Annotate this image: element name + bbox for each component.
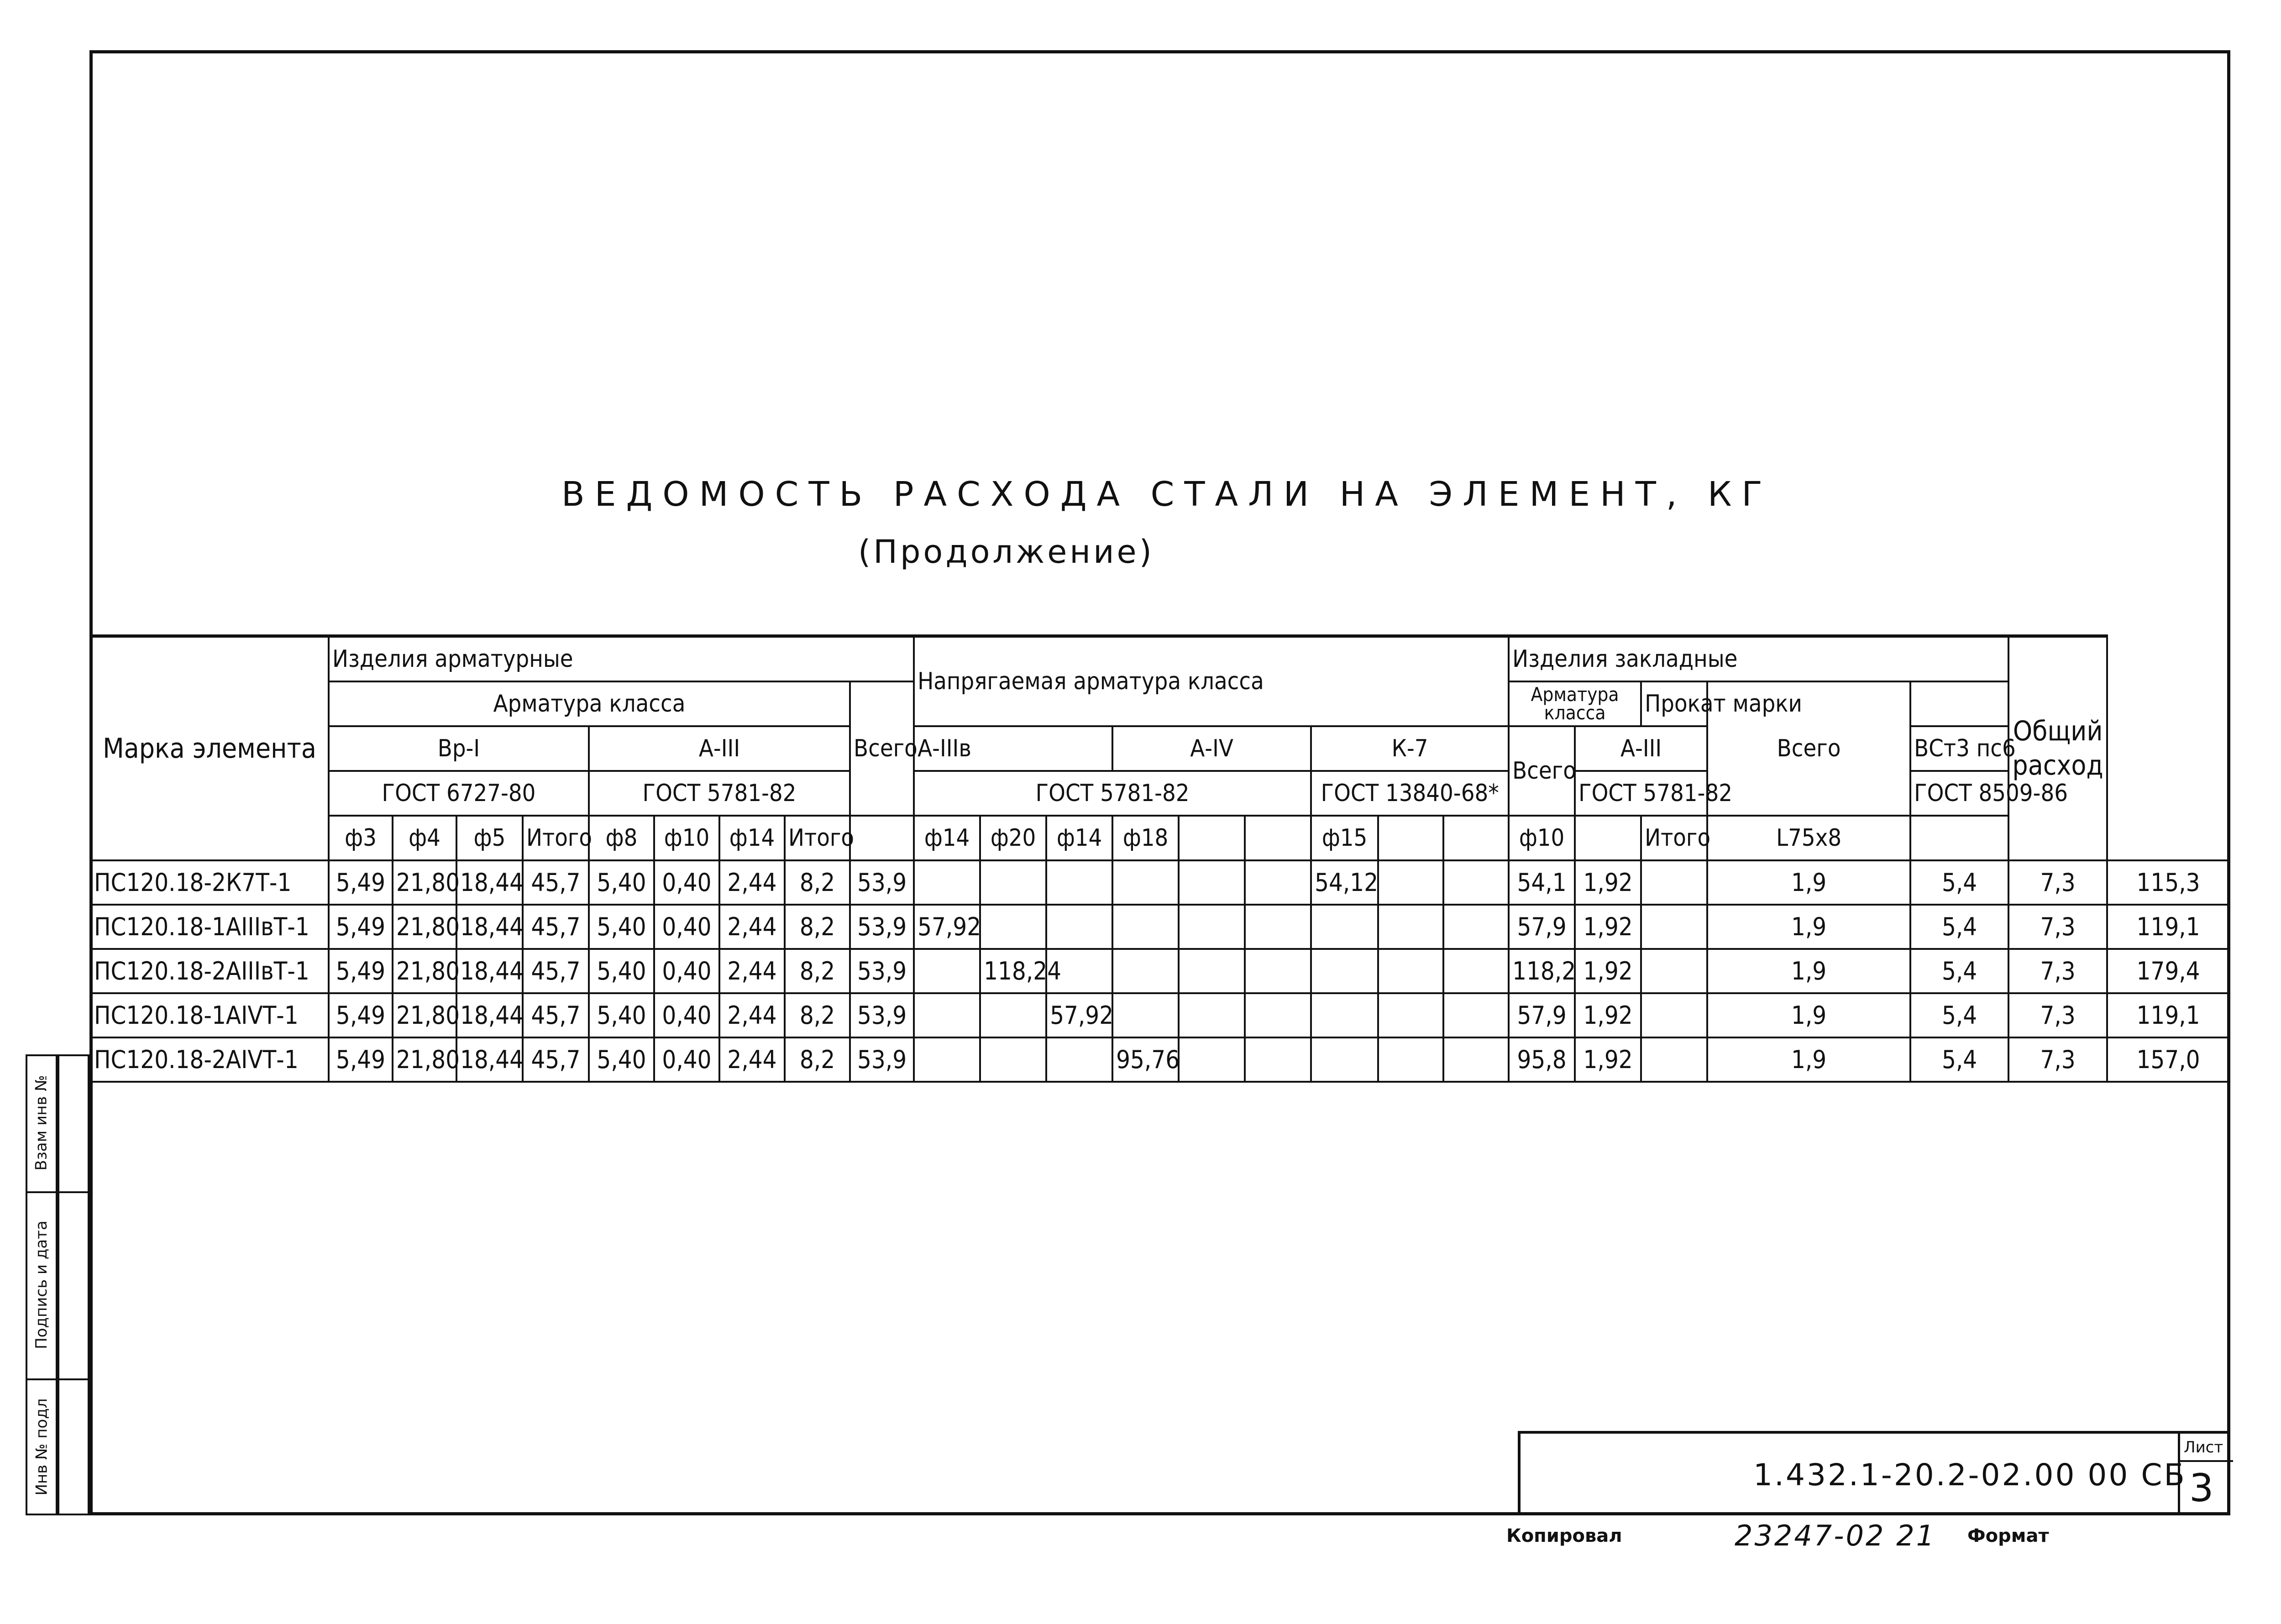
table-cell [1245, 860, 1311, 905]
header-a3: А-III [589, 726, 850, 771]
table-cell [1179, 1037, 1245, 1082]
table-cell: 1,92 [1575, 860, 1641, 905]
col-p-d14: ф14 [914, 816, 980, 860]
table-row [90, 860, 2229, 905]
col-e-itogo: Итого [1641, 816, 1707, 860]
side-column-values [58, 1054, 89, 1515]
col-d3: ф3 [329, 816, 393, 860]
col-d5: ф5 [456, 816, 523, 860]
table-cell: 5,40 [589, 905, 654, 949]
table-cell [914, 1037, 980, 1082]
table-cell: 21,80 [393, 860, 456, 905]
table-cell: 1,92 [1575, 949, 1641, 993]
table-cell: 0,40 [654, 949, 719, 993]
side-label-inv-zam: Взам инв № [32, 1075, 51, 1171]
table-cell [1641, 905, 1707, 949]
table-cell [1641, 949, 1707, 993]
table-cell: 21,80 [393, 905, 456, 949]
table-cell: 7,3 [2008, 993, 2107, 1037]
table-cell: 2,44 [719, 860, 785, 905]
table-cell: 5,4 [1910, 905, 2008, 949]
header-vsego-2: Всего [1509, 726, 1575, 816]
table-cell: 18,44 [456, 993, 523, 1037]
table-cell: 57,92 [1046, 993, 1112, 1037]
header-rolled: Прокат марки [1641, 681, 1707, 726]
header-vst3: ВСт3 пс6 [1910, 726, 2008, 771]
table-cell: 95,8 [1509, 1037, 1575, 1082]
header-gost-5781-a: ГОСТ 5781-82 [589, 771, 850, 816]
table-cell: 8,2 [785, 860, 850, 905]
table-cell: 7,3 [2008, 1037, 2107, 1082]
table-cell: 45,7 [523, 993, 589, 1037]
table-cell [980, 1037, 1046, 1082]
table-row [90, 905, 2229, 949]
table-cell: 0,40 [654, 993, 719, 1037]
table-cell: 1,92 [1575, 1037, 1641, 1082]
table-cell: 54,12 [1311, 860, 1378, 905]
row-mark: ПС120.18-2АIVТ-1 [90, 1037, 329, 1082]
table-cell [914, 860, 980, 905]
table-cell: 5,40 [589, 860, 654, 905]
table-cell [1641, 860, 1707, 905]
table-cell [980, 905, 1046, 949]
header-a3v: А-IIIв [914, 726, 1112, 771]
table-cell [1046, 860, 1112, 905]
table-cell: 1,9 [1707, 860, 1910, 905]
table-cell: 5,40 [589, 1037, 654, 1082]
table-cell: 5,40 [589, 993, 654, 1037]
table-cell: 5,49 [329, 860, 393, 905]
table-cell: 21,80 [393, 993, 456, 1037]
header-gost-8509: ГОСТ 8509-86 [1910, 771, 2008, 816]
table-cell: 157,0 [2107, 1037, 2229, 1082]
sheet-divider [2180, 1460, 2233, 1462]
table-cell: 2,44 [719, 1037, 785, 1082]
table-cell [1311, 949, 1378, 993]
header-gost-5781-b: ГОСТ 5781-82 [914, 771, 1311, 816]
table-cell: 5,4 [1910, 949, 2008, 993]
row-mark: ПС120.18-2АIIIвТ-1 [90, 949, 329, 993]
table-cell: 1,9 [1707, 993, 1910, 1037]
table-cell: 5,49 [329, 1037, 393, 1082]
col-empty-d [1378, 816, 1443, 860]
col-mark-header: Марка элемента [90, 636, 329, 861]
table-cell: 1,9 [1707, 1037, 1910, 1082]
order-number: 23247-02 21 [1735, 1519, 1936, 1552]
title-block [1518, 1431, 2230, 1515]
col-empty-f [1575, 816, 1641, 860]
table-cell: 53,9 [850, 949, 914, 993]
col-angle: L75х8 [1707, 816, 1910, 860]
table-cell: 7,3 [2008, 905, 2107, 949]
header-embedded: Изделия закладные [1509, 636, 2008, 682]
row-mark: ПС120.18-2К7Т-1 [90, 860, 329, 905]
header-vsego-1: Всего [850, 681, 914, 816]
table-cell [1179, 860, 1245, 905]
col-p-d14b: ф14 [1046, 816, 1112, 860]
sheet-box [2178, 1434, 2233, 1515]
table-cell [1245, 993, 1311, 1037]
table-cell: 53,9 [850, 860, 914, 905]
sheet-label: Лист [2184, 1438, 2223, 1456]
table-cell: 45,7 [523, 905, 589, 949]
header-products-rebar: Изделия арматурные [329, 636, 914, 682]
header-rebar-class: Арматура класса [329, 681, 850, 726]
table-cell: 53,9 [850, 905, 914, 949]
table-cell: 8,2 [785, 949, 850, 993]
table-cell [1641, 1037, 1707, 1082]
table-cell [1443, 860, 1509, 905]
table-cell [980, 993, 1046, 1037]
format-label: Формат [1967, 1525, 2049, 1546]
table-cell: 115,3 [2107, 860, 2229, 905]
col-e-d10: ф10 [1509, 816, 1575, 860]
table-cell: 8,2 [785, 905, 850, 949]
table-cell: 0,40 [654, 860, 719, 905]
col-empty-a [850, 816, 914, 860]
table-cell: 7,3 [2008, 949, 2107, 993]
header-gost-5781-c: ГОСТ 5781-82 [1575, 771, 1707, 816]
table-cell [1245, 905, 1311, 949]
table-cell: 45,7 [523, 949, 589, 993]
side-stamp [26, 1054, 89, 1515]
row-mark: ПС120.18-1АIVТ-1 [90, 993, 329, 1037]
table-cell [1378, 905, 1443, 949]
col-empty-e [1443, 816, 1509, 860]
table-cell [1112, 949, 1179, 993]
table-cell: 0,40 [654, 1037, 719, 1082]
table-cell [1378, 860, 1443, 905]
table-cell [980, 860, 1046, 905]
table-cell [1641, 993, 1707, 1037]
col-d4: ф4 [393, 816, 456, 860]
table-cell [1443, 905, 1509, 949]
table-cell: 118,24 [980, 949, 1046, 993]
header-a4: А-IV [1112, 726, 1311, 771]
table-cell: 1,92 [1575, 905, 1641, 949]
table-cell: 2,44 [719, 949, 785, 993]
side-label-sign-date: Подпись и дата [32, 1221, 51, 1349]
table-cell [1179, 949, 1245, 993]
col-p-d15: ф15 [1311, 816, 1378, 860]
document-code: 1.432.1-20.2-02.00 00 СБ [1753, 1457, 2187, 1493]
table-cell [1245, 949, 1311, 993]
table-cell: 5,40 [589, 949, 654, 993]
col-p-d18: ф18 [1112, 816, 1179, 860]
copied-label: Копировал [1506, 1525, 1622, 1546]
col-itogo-2: Итого [785, 816, 850, 860]
table-row [90, 949, 2229, 993]
table-cell [1112, 905, 1179, 949]
table-cell: 45,7 [523, 860, 589, 905]
table-cell: 18,44 [456, 1037, 523, 1082]
table-cell [1179, 993, 1245, 1037]
table-cell [914, 993, 980, 1037]
table-cell: 18,44 [456, 949, 523, 993]
col-itogo-1: Итого [523, 816, 589, 860]
table-cell: 57,9 [1509, 993, 1575, 1037]
table-cell: 2,44 [719, 905, 785, 949]
table-cell: 119,1 [2107, 993, 2229, 1037]
table-body [90, 860, 2229, 1082]
header-emb-rebar-class: Арматура класса [1509, 681, 1641, 726]
table-cell: 5,4 [1910, 993, 2008, 1037]
header-gost-6727: ГОСТ 6727-80 [329, 771, 589, 816]
header-a3-emb: А-III [1575, 726, 1707, 771]
table-cell [1443, 993, 1509, 1037]
table-cell: 21,80 [393, 1037, 456, 1082]
row-mark: ПС120.18-1АIIIвТ-1 [90, 905, 329, 949]
col-total-header: Общий расход [2008, 636, 2107, 861]
table-cell: 1,9 [1707, 949, 1910, 993]
header-bp1: Вр-I [329, 726, 589, 771]
table-cell: 1,92 [1575, 993, 1641, 1037]
col-d14: ф14 [719, 816, 785, 860]
table-cell: 95,76 [1112, 1037, 1179, 1082]
table-cell [1046, 1037, 1112, 1082]
table-cell: 119,1 [2107, 905, 2229, 949]
steel-consumption-table [89, 634, 2230, 1083]
page-title: ВЕДОМОСТЬ РАСХОДА СТАЛИ НА ЭЛЕМЕНТ, КГ [561, 475, 1772, 514]
table-cell: 5,4 [1910, 1037, 2008, 1082]
table-cell: 54,1 [1509, 860, 1575, 905]
table-cell: 53,9 [850, 1037, 914, 1082]
table-row [90, 1037, 2229, 1082]
table-cell: 7,3 [2008, 860, 2107, 905]
table-cell [1443, 1037, 1509, 1082]
table-cell: 21,80 [393, 949, 456, 993]
table-cell: 5,49 [329, 993, 393, 1037]
sheet-number: 3 [2189, 1466, 2214, 1510]
table-cell: 18,44 [456, 860, 523, 905]
col-p-d20: ф20 [980, 816, 1046, 860]
table-cell [1245, 1037, 1311, 1082]
table-cell [1046, 905, 1112, 949]
side-label-inv-orig: Инв № подл [32, 1398, 51, 1496]
table-cell: 118,2 [1509, 949, 1575, 993]
table-cell: 57,9 [1509, 905, 1575, 949]
table-cell [1378, 949, 1443, 993]
table-cell [914, 949, 980, 993]
table-cell [1378, 1037, 1443, 1082]
table-cell: 5,49 [329, 949, 393, 993]
table-cell: 8,2 [785, 993, 850, 1037]
table-cell: 2,44 [719, 993, 785, 1037]
table-cell [1311, 1037, 1378, 1082]
table-cell: 1,9 [1707, 905, 1910, 949]
table-row [90, 993, 2229, 1037]
table-cell: 5,4 [1910, 860, 2008, 905]
page-subtitle: (Продолжение) [858, 533, 1154, 571]
table-cell: 8,2 [785, 1037, 850, 1082]
table-cell: 45,7 [523, 1037, 589, 1082]
table-cell [1179, 905, 1245, 949]
table-cell [1112, 993, 1179, 1037]
table-cell: 5,49 [329, 905, 393, 949]
table-cell: 179,4 [2107, 949, 2229, 993]
table-cell [1112, 860, 1179, 905]
header-gost-13840: ГОСТ 13840-68* [1311, 771, 1509, 816]
col-d10: ф10 [654, 816, 719, 860]
table-cell: 0,40 [654, 905, 719, 949]
header-k7: К-7 [1311, 726, 1509, 771]
table-cell [1378, 993, 1443, 1037]
header-prestressed: Напрягаемая арматура класса [914, 636, 1509, 727]
table-cell [1443, 949, 1509, 993]
table-cell: 53,9 [850, 993, 914, 1037]
table-cell [1311, 905, 1378, 949]
col-empty-b [1179, 816, 1245, 860]
col-empty-c [1245, 816, 1311, 860]
col-d8: ф8 [589, 816, 654, 860]
table-cell [1311, 993, 1378, 1037]
table-cell: 57,92 [914, 905, 980, 949]
table-cell: 18,44 [456, 905, 523, 949]
header-vsego-3: Всего [1707, 681, 1910, 816]
